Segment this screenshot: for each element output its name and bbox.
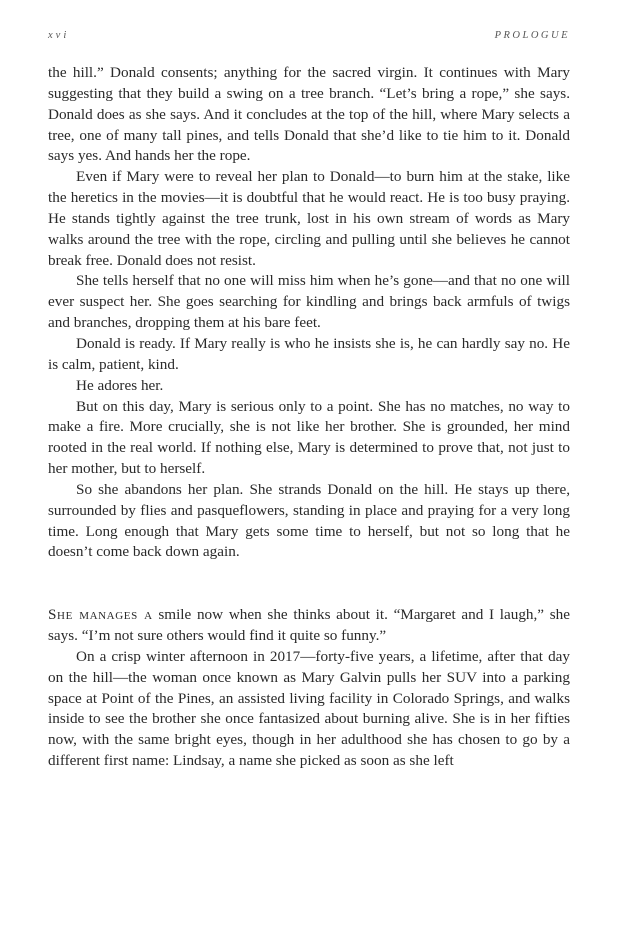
paragraph: Donald is ready. If Mary really is who he insists she is, he can hardly say no. He is calm, patient, kind. bbox=[48, 334, 570, 373]
paragraph: She tells herself that no one will miss him when he’s gone—and that no one will ever suspect her. She goes searching for kindling and brings back armfuls of twigs and branches, dropping them at his bare feet. bbox=[48, 272, 570, 332]
small-caps-lead-in: She manages a bbox=[48, 606, 153, 624]
section-title: PROLOGUE bbox=[494, 30, 570, 41]
paragraph: But on this day, Mary is serious only to a point. She has no matches, no way to make a fire. More crucially, she is not like her brother. She is grounded, her mind rooted in the real world. If nothing else, Mary is determined to prove that, not just to her mother, but to herself. bbox=[48, 397, 570, 478]
paragraph: Even if Mary were to reveal her plan to Donald—to burn him at the stake, like the heretics in the movies—it is doubtful that he would react. He is too busy praying. He stands tightly against the tree trunk, lost in his own stream of words as Mary walks around the tree with the rope, circling and pulling until she believes he cannot break free. Donald does not resist. bbox=[48, 168, 570, 269]
section-break-text: smile now when she thinks about it. “Margaret and I laugh,” she says. “I’m not sure others would find it quite so funny.” bbox=[48, 606, 570, 645]
body-text bbox=[48, 63, 570, 772]
paragraph: On a crisp winter afternoon in 2017—forty-five years, a lifetime, after that day on the hill—the woman once known as Mary Galvin pulls her SUV into a parking space at Point of the Pines, an assisted living facility in Colorado Springs, and walks inside to see the brother she once fantasized about burning alive. She is in her fifties now, with the same bright eyes, though in her adulthood she has chosen to go by a different first name: Lindsay, a name she picked as soon as she left bbox=[48, 647, 570, 770]
running-head bbox=[48, 30, 570, 46]
paragraph: So she abandons her plan. She strands Donald on the hill. He stays up there, surrounded by flies and pasqueflowers, standing in place and praying for a very long time. Long enough that Mary gets some time to herself, but not so long that he doesn’t come back down again. bbox=[48, 480, 570, 561]
paragraph: He adores her. bbox=[76, 376, 164, 394]
page-number: xvi bbox=[48, 30, 70, 41]
paragraph: the hill.” Donald consents; anything for the sacred virgin. It continues with Mary suggesting that they build a swing on a tree branch. “Let’s bring a rope,” she says. Donald does as she says. And it concludes at the top of the hill, where Mary selects a tree, one of many tall pines, and tells Donald that she’d like to tie him to it. Donald says yes. And hands her the rope. bbox=[48, 64, 570, 165]
section-break-paragraph bbox=[48, 605, 570, 647]
